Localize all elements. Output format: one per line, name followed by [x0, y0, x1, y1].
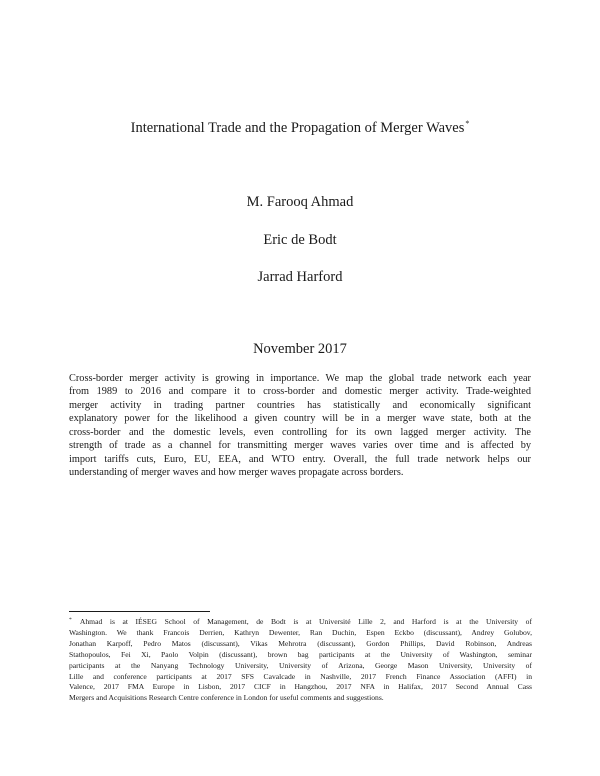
- publication-date: November 2017: [253, 341, 347, 357]
- footnote-line: participants at the Nanyang Technology University, University of Arizona, George Mason University, University of: [69, 660, 532, 670]
- footnote-line: Mergers and Acquisitions Research Centre conference in London for useful comments and suggestions.: [69, 693, 384, 703]
- footnote-line-text: Ahmad is at IÉSEG School of Management, de Bodt is at Université Lille 2, and Harford is at the University of: [79, 617, 532, 626]
- abstract-line: Cross-border merger activity is growing in importance. We map the global trade network each year: [69, 373, 531, 384]
- footnote-marker: *: [69, 617, 72, 623]
- abstract-line: explanatory power for the likelihood a given country will be in a merger wave state, both at the: [69, 413, 531, 425]
- abstract-line: merger activity in trading partner countries has statistically and economically significant: [69, 399, 531, 411]
- footnote-line: Lille and conference participants at 2017 SFS Cavalcade in Nashville, 2017 French Finance Association (AFFI) in: [69, 671, 532, 681]
- title-text: International Trade and the Propagation of Merger Waves: [130, 120, 465, 136]
- footnote-line: Jonathan Karpoff, Pedro Matos (discussant), Vikas Mehrotra (discussant), Gordon Phillips, David Robinson, Andreas: [69, 638, 532, 648]
- author-de-bodt: Eric de Bodt: [263, 232, 337, 248]
- footnote: [69, 615, 532, 704]
- footnote-line: Washington. We thank Francois Derrien, Kathryn Dewenter, Ran Duchin, Espen Eckbo (discussant), Andrey Golubov,: [69, 627, 532, 637]
- title-footnote-marker: *: [465, 119, 470, 128]
- footnote-line-first: [69, 615, 532, 628]
- abstract-line: cross-border and the domestic levels, even controlling for its own lagged merger activity. The: [69, 426, 531, 438]
- author-harford: Jarrad Harford: [257, 269, 343, 285]
- abstract-line: understanding of merger waves and how merger waves propagate across borders.: [69, 467, 404, 479]
- author-ahmad: M. Farooq Ahmad: [246, 194, 354, 210]
- abstract-line: strength of trade as a channel for transmitting merger waves varies over time and is affected by: [69, 440, 531, 452]
- footnote-line: Valence, 2017 FMA Europe in Lisbon, 2017 CICF in Hangzhou, 2017 NFA in Halifax, 2017 Second Annual Cass: [69, 682, 532, 692]
- footnote-line: Stathopoulos, Fei Xi, Paolo Volpin (discussant), brown bag participants at the University of Washington, seminar: [69, 649, 532, 659]
- abstract-line: import tariffs cuts, Euro, EU, EEA, and WTO entry. Overall, the full trade network helps our: [69, 453, 531, 465]
- footnote-divider: [69, 611, 210, 612]
- paper-title: [0, 119, 600, 137]
- abstract-line: from 1989 to 2016 and compare it to cross-border and domestic merger activity. Trade-weighted: [69, 386, 531, 398]
- abstract: [69, 372, 531, 480]
